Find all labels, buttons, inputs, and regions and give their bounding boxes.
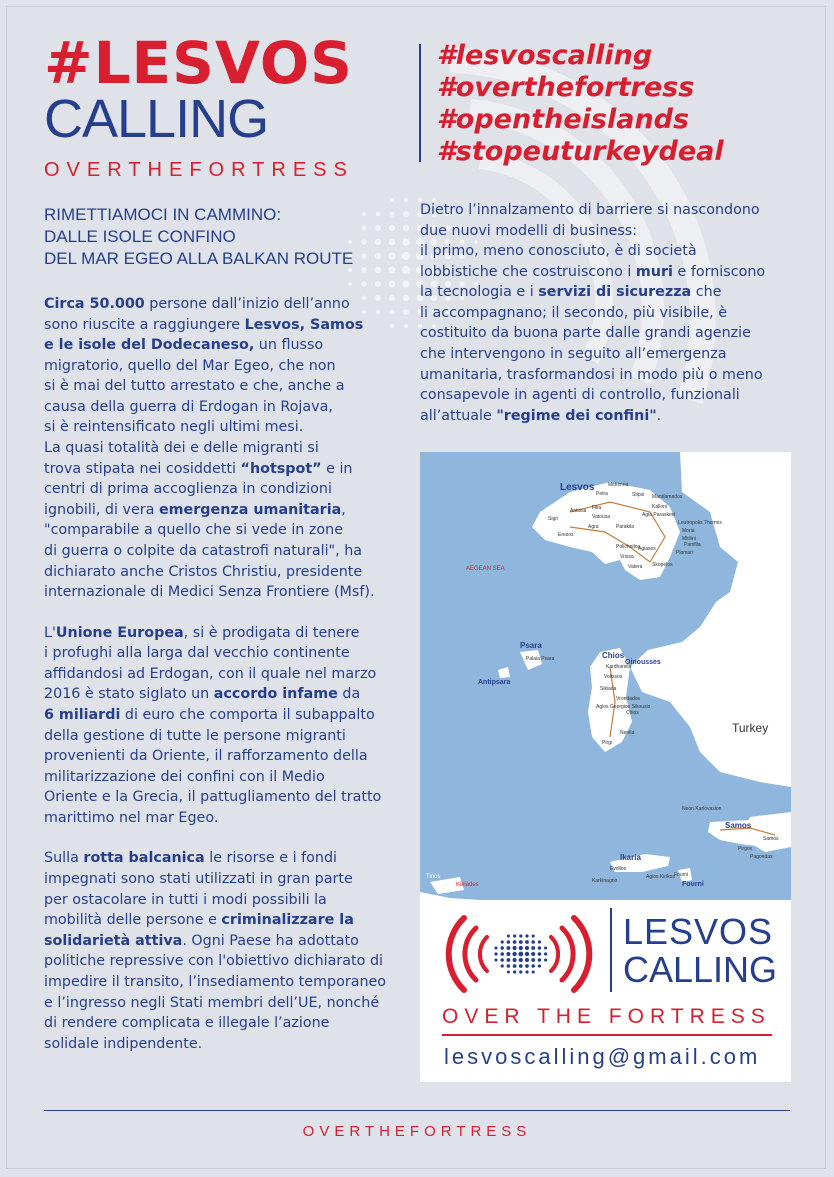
logo-dot xyxy=(519,940,523,944)
text-line: che intervengono in seguito all’emergenza xyxy=(420,346,727,363)
right-column-text xyxy=(420,200,800,426)
title-lesvos: #LESVOS xyxy=(44,29,353,97)
logo-dot xyxy=(544,958,547,961)
svg-text:Vrissa: Vrissa xyxy=(620,554,634,560)
svg-text:Pamfila: Pamfila xyxy=(684,542,701,548)
footer-rule xyxy=(44,1110,790,1111)
text-line: 6 miliardi di euro che comporta il subappalto xyxy=(44,706,375,723)
subtitle-overthefortress: OVERTHEFORTRESS xyxy=(44,159,354,181)
paragraph xyxy=(44,623,404,829)
decor-dot xyxy=(404,324,408,328)
radio-waves-logo-icon xyxy=(434,906,604,1002)
svg-text:Filia: Filia xyxy=(592,505,602,511)
hashtag[interactable]: #stopeuturkeydeal xyxy=(437,136,724,167)
text-line: la tecnologia e i servizi di sicurezza che xyxy=(420,284,722,301)
text-line: e l’ingresso negli Stati membri dell’UE, nonché xyxy=(44,994,380,1011)
svg-text:Skopelos: Skopelos xyxy=(652,562,673,568)
text-line: migratorio, quello del Mar Egeo, che non xyxy=(44,357,336,374)
label-kiklades: Kiklades xyxy=(456,882,479,888)
svg-text:Fourni: Fourni xyxy=(674,872,689,878)
logo-dot xyxy=(525,958,529,962)
logo-rule xyxy=(442,1034,772,1036)
svg-text:Mithimna: Mithimna xyxy=(608,482,629,488)
label-aegean-sea: AEGEAN SEA xyxy=(466,566,505,572)
text-line: li accompagnano; il secondo, più visibile, è xyxy=(420,304,728,321)
text-line: centri di prima accoglienza in condizioni xyxy=(44,481,332,498)
svg-text:Sikiada: Sikiada xyxy=(600,686,617,692)
svg-text:Nenita: Nenita xyxy=(620,730,635,736)
svg-text:Pirgos: Pirgos xyxy=(738,846,753,852)
paragraph xyxy=(420,200,800,426)
text-line: sono riuscite a raggiungere Lesvos, Samos xyxy=(44,316,364,333)
headline-line: DEL MAR EGEO ALLA BALKAN ROUTE xyxy=(44,249,354,269)
label-lesvos: Lesvos xyxy=(560,482,595,493)
logo-dot xyxy=(532,970,535,973)
text-line: militarizzazione dei confini con il Medio xyxy=(44,768,325,785)
text-line: della gestione di tutte le persone migranti xyxy=(44,727,346,744)
logo-dot xyxy=(506,946,510,950)
decor-dot xyxy=(404,198,408,202)
decor-dot xyxy=(375,281,381,287)
svg-text:Loutropolis Thermis: Loutropolis Thermis xyxy=(678,520,722,526)
text-line: affidandosi ad Erdogan, con il quale nel marzo xyxy=(44,665,377,682)
svg-text:Eresos: Eresos xyxy=(558,532,574,538)
logo-dot xyxy=(500,946,504,950)
text-line: mobilità delle persone e criminalizzare la xyxy=(44,912,354,929)
label-tinos: Tinos xyxy=(426,874,441,880)
logo-dot xyxy=(525,940,529,944)
logo-dot xyxy=(507,970,510,973)
label-ikaria: Ikaria xyxy=(620,853,641,862)
logo-dot xyxy=(513,964,517,968)
headline-line: RIMETTIAMOCI IN CAMMINO: xyxy=(44,205,282,224)
label-chios: Chios xyxy=(602,651,625,660)
label-psara: Psara xyxy=(520,641,542,650)
logo-dot xyxy=(525,946,529,950)
logo-dot xyxy=(531,958,535,962)
svg-text:Palaia Psara: Palaia Psara xyxy=(526,656,555,662)
logo-dot xyxy=(506,958,510,962)
logo-dot xyxy=(531,952,535,956)
decor-dot xyxy=(348,282,352,286)
logo-lesvos: LESVOS xyxy=(623,911,774,952)
logo-dot xyxy=(512,952,516,956)
logo-dot xyxy=(513,946,517,950)
svg-text:Moria: Moria xyxy=(682,528,695,534)
logo-dot xyxy=(525,970,528,973)
text-line: politiche repressive con l'obiettivo dichiarato di xyxy=(44,953,383,970)
svg-text:Vrondados: Vrondados xyxy=(616,696,640,702)
logo-dot xyxy=(538,940,541,943)
title-calling: CALLING xyxy=(44,89,269,149)
label-antipsara: Antipsara xyxy=(478,679,511,686)
left-column-text xyxy=(44,294,404,1054)
text-line: e le isole del Dodecaneso, un flusso xyxy=(44,337,324,354)
logo-dot xyxy=(519,934,522,937)
logo-dot xyxy=(525,964,529,968)
label-samos: Samos xyxy=(725,821,752,830)
logo-dot xyxy=(500,958,504,962)
logo-dot xyxy=(513,958,517,962)
text-line: internazionale di Medici Senza Frontiere (Msf). xyxy=(44,584,375,601)
headline-line: DALLE ISOLE CONFINO xyxy=(44,227,236,247)
text-line: 2016 è stato siglato un accordo infame da xyxy=(44,686,361,703)
svg-text:Agios Georgios Sikousis: Agios Georgios Sikousis xyxy=(596,704,651,710)
logo-dot xyxy=(506,952,510,956)
text-line: i profughi alla larga dal vecchio continente xyxy=(44,645,350,662)
text-line: il primo, meno conosciuto, è di società xyxy=(420,243,697,260)
text-line: all’attuale "regime dei confini". xyxy=(420,407,662,424)
svg-text:Parakila: Parakila xyxy=(616,524,635,530)
logo-dot xyxy=(519,958,523,962)
text-line: per ostacolare in tutti i modi possibili la xyxy=(44,891,327,908)
logo-dot xyxy=(518,952,523,957)
text-line: causa della guerra di Erdogan in Rojava, xyxy=(44,398,333,415)
logo-dot xyxy=(513,940,517,944)
svg-text:Kalloni: Kalloni xyxy=(652,504,668,510)
text-line: impegnati sono stati utilizzati in gran parte xyxy=(44,871,353,888)
logo-dot xyxy=(501,940,504,943)
footer-text: OVERTHEFORTRESS xyxy=(302,1123,532,1140)
hashtag[interactable]: #opentheislands xyxy=(437,104,690,135)
email-link[interactable]: lesvoscalling@gmail.com xyxy=(444,1044,761,1069)
text-line: costituito da buona parte dalle grandi agenzie xyxy=(420,325,751,342)
logo-dot xyxy=(513,934,516,937)
svg-text:Evdilos: Evdilos xyxy=(610,866,627,872)
svg-text:Neon Karlovasion: Neon Karlovasion xyxy=(682,806,722,812)
logo-dot xyxy=(519,970,522,973)
text-line: L'Unione Europea, si è prodigata di tenere xyxy=(44,624,360,641)
logo-dot xyxy=(538,958,542,962)
logo-dot xyxy=(494,958,497,961)
logo-dot xyxy=(494,952,497,955)
svg-text:Kardhamila: Kardhamila xyxy=(606,664,632,670)
text-line: trova stipata nei cosiddetti “hotspot” e in xyxy=(44,460,353,477)
text-line: provenienti da Oriente, il rafforzamento della xyxy=(44,748,368,765)
svg-text:Petra: Petra xyxy=(596,491,608,497)
svg-text:Pirgi: Pirgi xyxy=(602,740,613,746)
logo-calling: CALLING xyxy=(623,949,778,990)
text-line: si è mai del tutto arrestato e che, anche a xyxy=(44,378,345,395)
decor-dot xyxy=(390,198,394,202)
logo-dot xyxy=(538,946,542,950)
decor-dot xyxy=(389,281,396,288)
logo-dot xyxy=(519,946,523,950)
logo-dot xyxy=(507,964,511,968)
decor-dot xyxy=(361,281,366,286)
logo-dot xyxy=(507,940,511,944)
logo-dot xyxy=(531,940,535,944)
text-line: Oriente e la Grecia, il pattugliamento del tratto xyxy=(44,789,382,806)
svg-text:Plomari: Plomari xyxy=(676,550,693,556)
text-line: lobbistiche che costruiscono i muri e forniscono xyxy=(420,263,766,280)
logo-dot xyxy=(513,970,516,973)
text-line: Circa 50.000 persone dall’inizio dell’anno xyxy=(44,296,350,312)
text-line: consapevole in agenti di controllo, funzionali xyxy=(420,387,740,404)
text-line: dichiarato anche Cristos Christiu, presidente xyxy=(44,563,363,580)
svg-text:Sigri: Sigri xyxy=(548,516,559,522)
text-line: umanitaria, trasformandosi in modo più o meno xyxy=(420,366,763,383)
text-line: Sulla rotta balcanica le risorse e i fondi xyxy=(44,850,337,867)
logo-dot xyxy=(501,964,504,967)
decor-dot xyxy=(403,309,408,314)
paragraph xyxy=(44,294,404,603)
svg-text:Agra: Agra xyxy=(588,524,599,530)
logo-dot xyxy=(531,946,535,950)
text-line: si è reintensificato negli ultimi mesi. xyxy=(44,419,304,436)
text-line: due nuovi modelli di business: xyxy=(420,222,638,239)
hashtag-list xyxy=(437,40,724,168)
logo-dot xyxy=(538,952,542,956)
text-line: marittimo nel mar Egeo. xyxy=(44,809,219,826)
logo-dot xyxy=(494,946,497,949)
logo-dot xyxy=(525,952,529,956)
logo-divider xyxy=(610,908,612,992)
text-line: Dietro l’innalzamento di barriere si nascondono xyxy=(420,202,760,218)
logo-dot xyxy=(531,964,535,968)
svg-text:Antissa: Antissa xyxy=(570,508,587,514)
svg-text:Chios: Chios xyxy=(626,710,639,716)
text-line: solidarietà attiva. Ogni Paese ha adottato xyxy=(44,932,359,949)
text-line: impedire il transito, l’insediamento temporaneo xyxy=(44,973,387,990)
label-fourni: Fourni xyxy=(682,881,704,888)
logo-dot xyxy=(532,934,535,937)
svg-text:Agiasos: Agiasos xyxy=(638,546,656,552)
label-turkey: Turkey xyxy=(732,721,769,735)
logo-dot xyxy=(519,964,523,968)
svg-text:Karkinagrio: Karkinagrio xyxy=(592,878,618,884)
logo-dot xyxy=(538,964,541,967)
text-line: La quasi totalità dei e delle migranti si xyxy=(44,440,319,457)
logo-dot xyxy=(544,952,547,955)
text-line: ignobili, di vera emergenza umanitaria, xyxy=(44,501,346,518)
hashtag[interactable]: #lesvoscalling xyxy=(437,40,653,71)
svg-text:Samos: Samos xyxy=(763,836,779,842)
text-line: di rendere complicata e illegale l’azione xyxy=(44,1015,330,1032)
svg-text:Polichnitos: Polichnitos xyxy=(616,544,641,550)
map-svg xyxy=(420,452,791,905)
header-divider xyxy=(419,44,421,162)
hashtag[interactable]: #overthefortress xyxy=(437,72,695,103)
svg-text:Agia Paraskevi: Agia Paraskevi xyxy=(642,512,676,518)
svg-text:Pagondas: Pagondas xyxy=(750,854,773,860)
logo-dot xyxy=(525,934,528,937)
svg-text:Stipsi: Stipsi xyxy=(632,492,645,498)
svg-text:Volissos: Volissos xyxy=(604,674,623,680)
logo-dot xyxy=(500,952,504,956)
paragraph xyxy=(44,848,404,1054)
logo-tagline: OVER THE FORTRESS xyxy=(442,1005,771,1028)
headline xyxy=(44,204,424,270)
decor-dot xyxy=(402,280,409,287)
label-oinousses: Oinousses xyxy=(625,659,661,666)
svg-text:Mitilini: Mitilini xyxy=(682,536,696,542)
logo-dot xyxy=(507,934,510,937)
svg-text:Mandamados: Mandamados xyxy=(652,494,683,500)
aegean-map xyxy=(420,452,791,905)
text-line: "comparabile a quello che si vede in zone xyxy=(44,522,344,539)
text-line: solidale indipendente. xyxy=(44,1035,203,1052)
svg-text:Vatousa: Vatousa xyxy=(592,514,610,520)
text-line: di guerra o colpite da catastrofi naturali", ha xyxy=(44,542,363,559)
lesvos-calling-logo-box xyxy=(420,900,791,1082)
logo-dot xyxy=(544,946,547,949)
svg-text:Vatera: Vatera xyxy=(628,564,643,570)
svg-text:Agios Kirikos: Agios Kirikos xyxy=(646,874,675,880)
